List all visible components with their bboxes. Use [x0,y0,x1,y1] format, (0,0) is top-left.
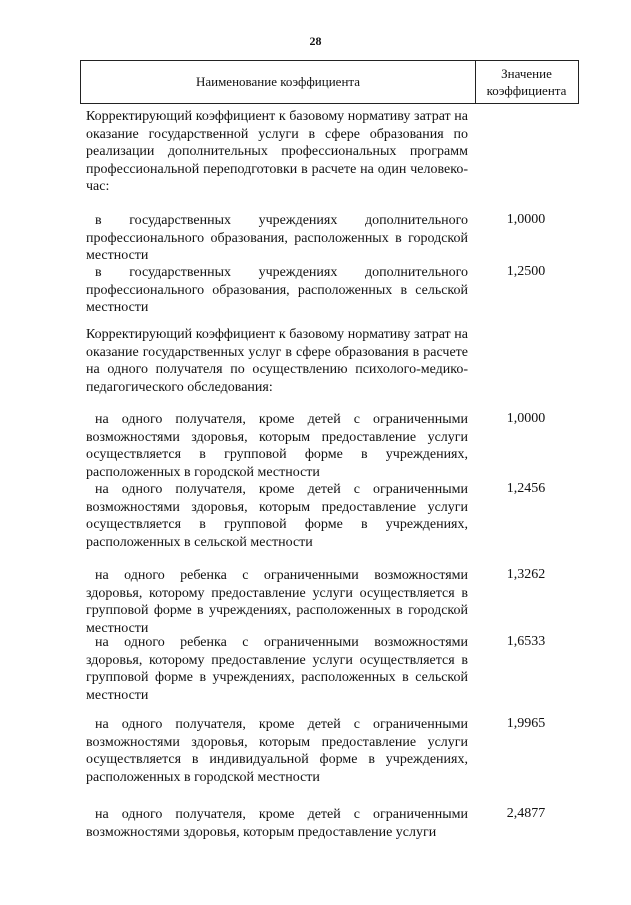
header-value-column [475,61,578,103]
header-value-line1: Значение [501,66,552,81]
section-2-row-5-value: 1,9965 [506,716,546,731]
section-2-row-1-text: на одного получателя, кроме детей с ограниченными возможностями здоровья, которым предоставление услуги осуществляется в групповой форме в учреждениях, расположенных в городской местности [86,412,468,480]
section-2-row-6-text: на одного получателя, кроме детей с ограниченными возможностями здоровья, которым предоставление услуги [86,807,468,840]
section-1-row-2-text: в государственных учреждениях дополнительного профессионального образования, расположенных в сельской местности [86,265,468,315]
section-1-row-1-value: 1,0000 [506,212,546,227]
table-header [80,60,579,104]
section-2-title: Корректирующий коэффициент к базовому нормативу затрат на оказание государственных услуг в сфере образования в расчете на одного получателя по осуществлению психолого-медико-педагогического обследования: [86,327,468,395]
section-2-row-2-value: 1,2456 [506,481,546,496]
section-1-title: Корректирующий коэффициент к базовому нормативу затрат на оказание государственной услуги в сфере образования по реализации дополнительных профессиональных программ профессиональной переподготовки в расчете на один человеко-час: [86,109,468,194]
section-2-row-4-text: на одного ребенка с ограниченными возможностями здоровья, которому предоставление услуги осуществляется в групповой форме в учреждениях, расположенных в сельской местности [86,635,468,703]
section-2-row-1-value: 1,0000 [506,411,546,426]
section-2-row-6-value: 2,4877 [506,806,546,821]
header-name-column: Наименование коэффициента [81,61,476,103]
section-2-row-5-text: на одного получателя, кроме детей с ограниченными возможностями здоровья, которым предоставление услуги осуществляется в индивидуальной форме в учреждениях, расположенных в городской местности [86,717,468,785]
section-2-row-3-value: 1,3262 [506,567,546,582]
section-1-row-1-text: в государственных учреждениях дополнительного профессионального образования, расположенных в городской местности [86,213,468,263]
header-value-line2: коэффициента [486,83,567,98]
page-number: 28 [309,34,322,48]
section-2-row-2-text: на одного получателя, кроме детей с ограниченными возможностями здоровья, которым предоставление услуги осуществляется в групповой форме в учреждениях, расположенных в сельской местности [86,482,468,550]
section-2-row-3-text: на одного ребенка с ограниченными возможностями здоровья, которому предоставление услуги осуществляется в групповой форме в учреждениях, расположенных в городской местности [86,568,468,636]
section-2-row-4-value: 1,6533 [506,634,546,649]
section-1-row-2-value: 1,2500 [506,264,546,279]
